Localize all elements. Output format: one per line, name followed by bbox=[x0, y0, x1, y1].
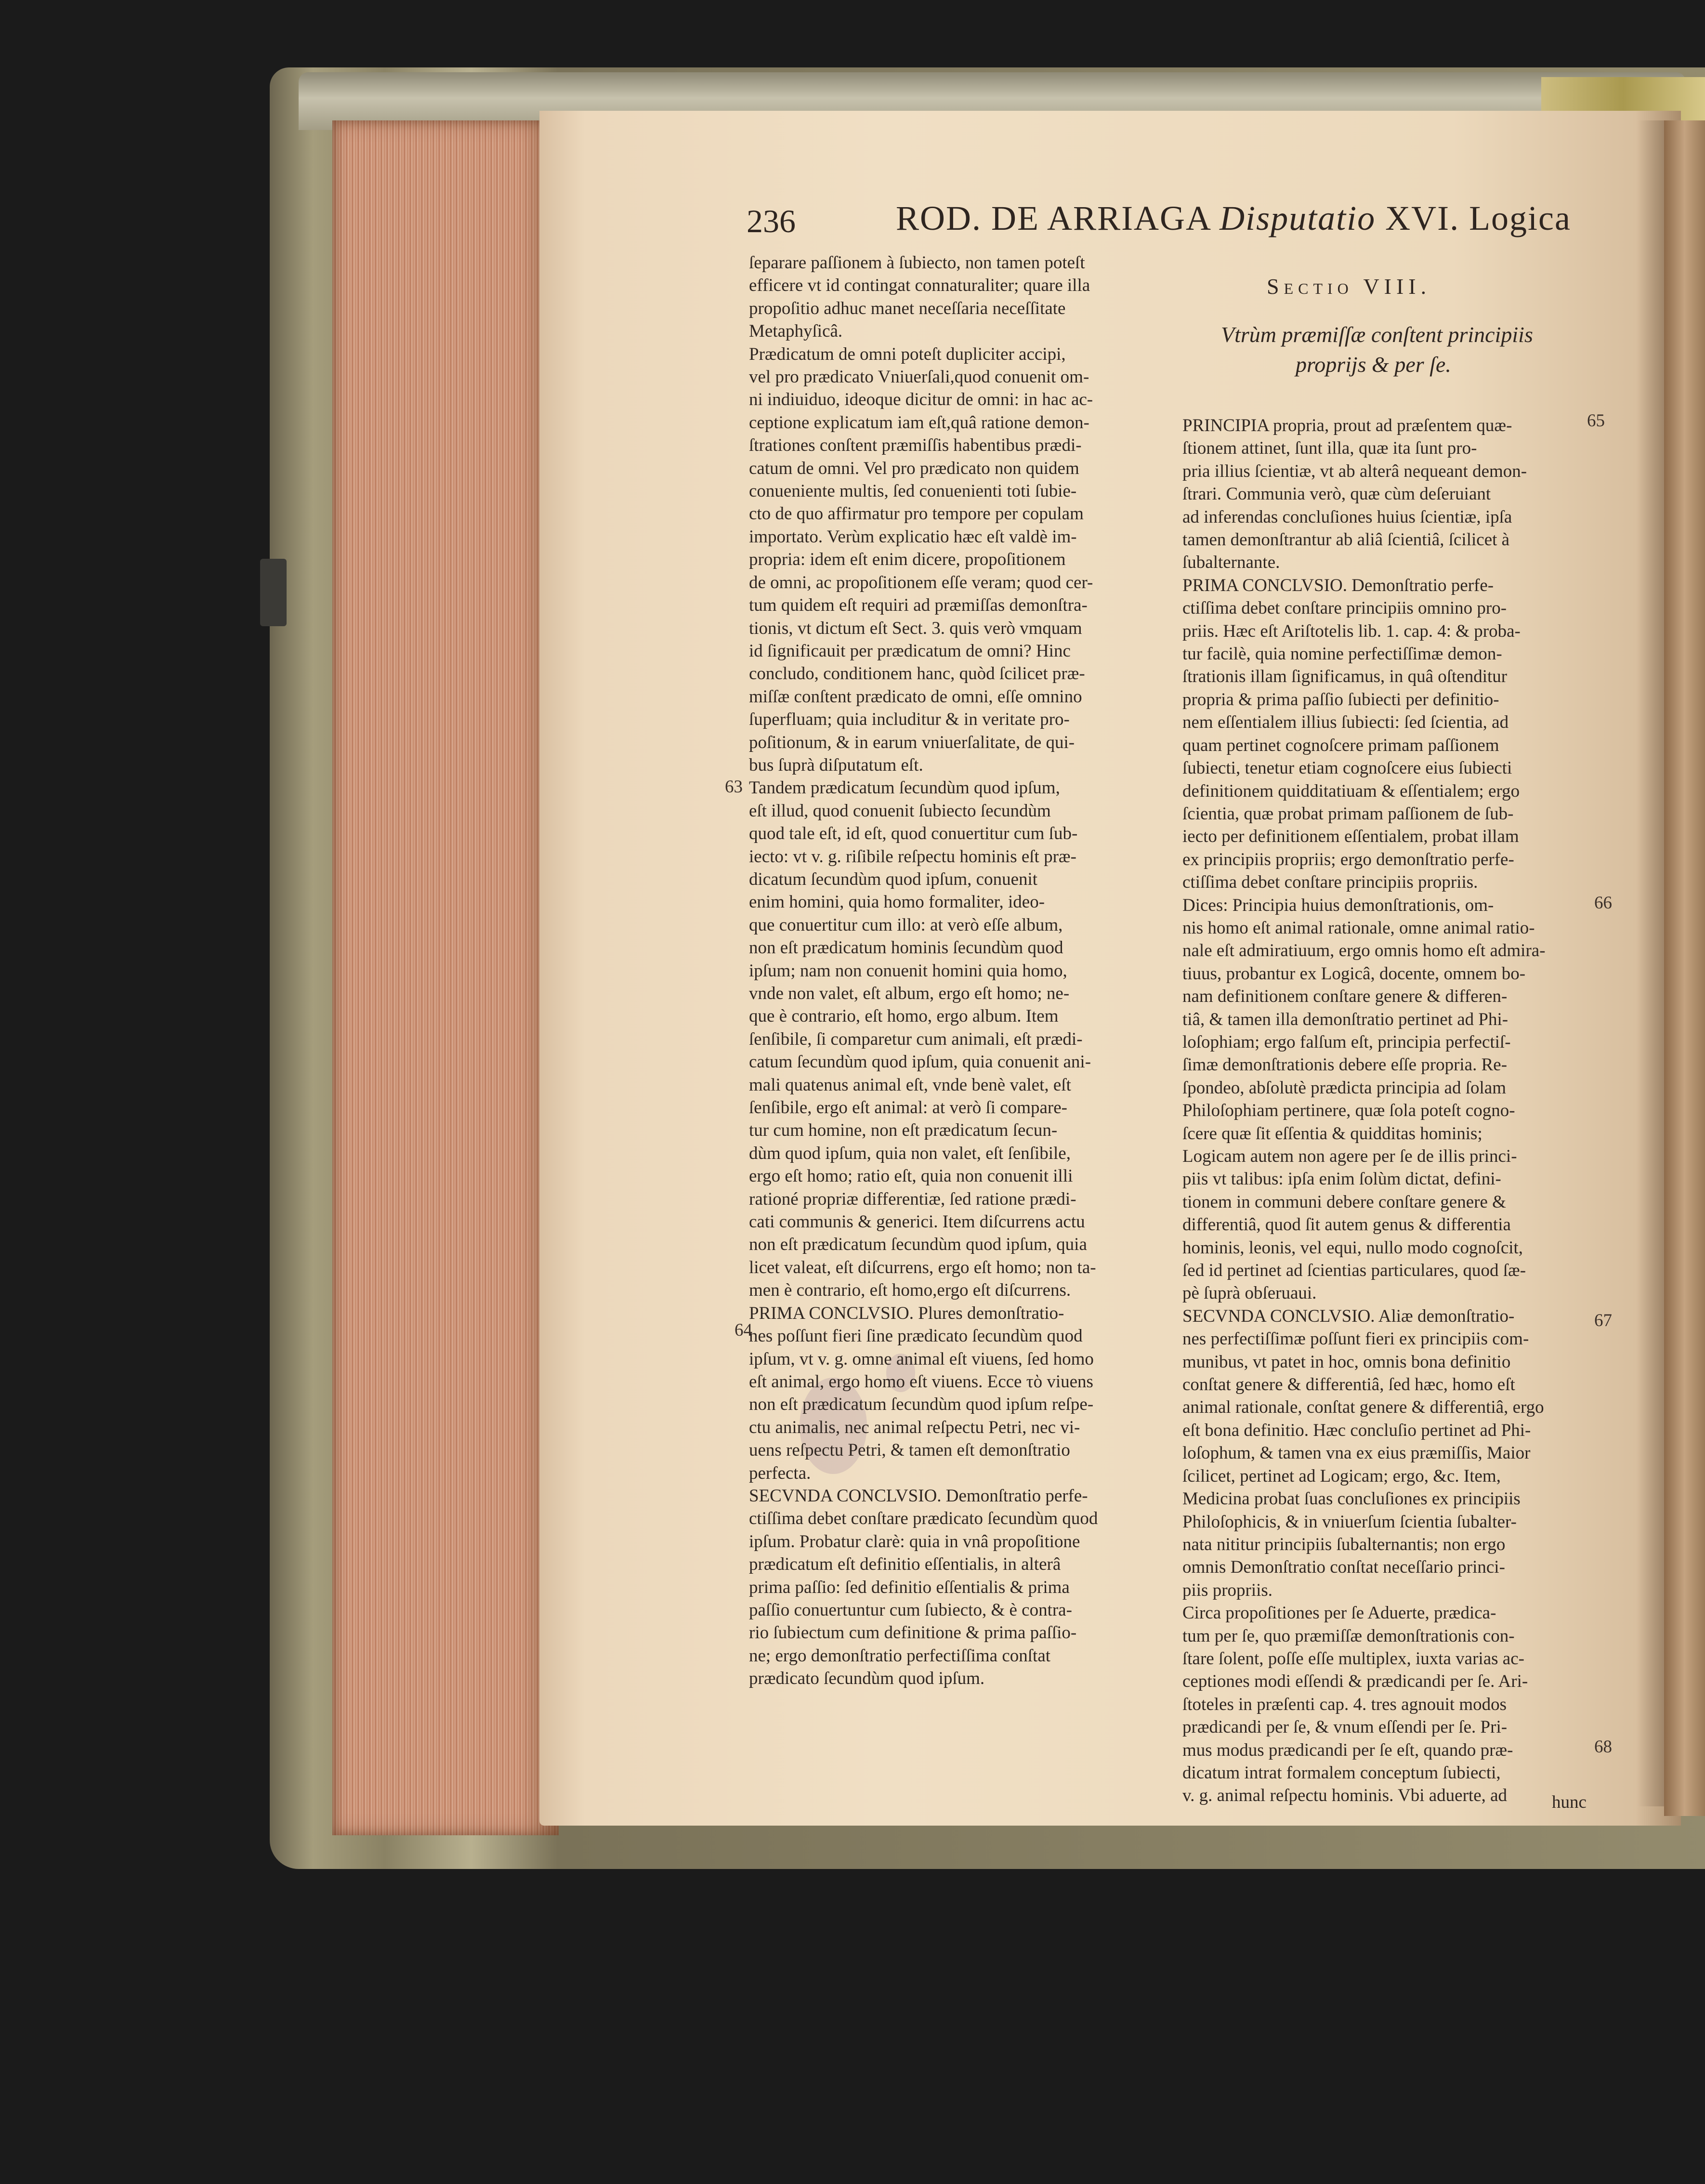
text-line: ipſum; nam non conuenit homini quia homo, bbox=[749, 960, 1067, 981]
text-line: piis propriis. bbox=[1182, 1580, 1273, 1600]
text-line: dicatum ſecundùm quod ipſum, conuenit bbox=[749, 869, 1038, 889]
text-line: mus modus prædicandi per ſe eſt, quando præ- bbox=[1182, 1740, 1513, 1760]
text-line: Tandem prædicatum ſecundùm quod ipſum, bbox=[749, 778, 1060, 798]
text-line: propria: idem eſt enim dicere, propoſitionem bbox=[749, 550, 1066, 570]
text-line: eſt bona definitio. Hæc concluſio pertinet ad Phi- bbox=[1182, 1420, 1531, 1440]
text-line: mali quatenus animal eſt, vnde benè valet, eſt bbox=[749, 1075, 1071, 1095]
text-line: ſtrationes conſtent præmiſſis habentibus prædi- bbox=[749, 435, 1082, 456]
text-line: non eſt prædicatum ſecundùm quod ipſum, quia bbox=[749, 1235, 1087, 1255]
text-line: tionem in communi debere conſtare genere & bbox=[1182, 1192, 1506, 1212]
catchword: hunc bbox=[1552, 1792, 1587, 1812]
text-line: ipſum, vt v. g. omne animal eſt viuens, ſed homo bbox=[749, 1349, 1094, 1369]
text-line: prædicatum eſt definitio eſſentialis, in alterâ bbox=[749, 1554, 1061, 1575]
text-line: Medicina probat ſuas concluſiones ex principiis bbox=[1182, 1489, 1521, 1509]
text-line: prædicato ſecundùm quod ipſum. bbox=[749, 1669, 985, 1689]
text-line: ſenſibile, ergo eſt animal: at verò ſi compare- bbox=[749, 1098, 1067, 1118]
text-line: ſtrari. Communia verò, quæ cùm deſeruiant bbox=[1182, 484, 1491, 504]
margin-number-65: 65 bbox=[1587, 411, 1605, 431]
text-line: ergo eſt homo; ratio eſt, quia non conuenit illi bbox=[749, 1166, 1073, 1186]
text-line: nis homo eſt animal rationale, omne animal ratio- bbox=[1182, 918, 1535, 938]
text-line: differentiâ, quod ſit autem genus & differentia bbox=[1182, 1215, 1511, 1235]
margin-number-64: 64 bbox=[734, 1320, 752, 1340]
text-line: de omni, ac propoſitionem eſſe veram; quod cer- bbox=[749, 572, 1093, 592]
text-line: non eſt prædicatum ſecundùm quod ipſum reſpe- bbox=[749, 1395, 1094, 1415]
text-line: ctiſſima debet conſtare principiis propriis. bbox=[1182, 872, 1478, 893]
text-line: licet valeat, eſt diſcurrens, ergo eſt homo; non ta- bbox=[749, 1257, 1096, 1277]
text-line: ctu animalis, nec animal reſpectu Petri, nec vi- bbox=[749, 1417, 1080, 1437]
text-line: PRIMA CONCLVSIO. Plures demonſtratio- bbox=[749, 1303, 1064, 1323]
text-line: dicatum intrat formalem conceptum ſubiecti, bbox=[1182, 1763, 1501, 1783]
page-number: 236 bbox=[747, 203, 796, 239]
text-line: ex principiis propriis; ergo demonſtratio perfe- bbox=[1182, 849, 1514, 869]
text-line: ipſum. Probatur clarè: quia in vnâ propoſitione bbox=[749, 1531, 1080, 1552]
running-head-author: ROD. DE ARRIAGA bbox=[896, 199, 1210, 237]
text-line: rationé propriæ differentiæ, ſed ratione prædi- bbox=[749, 1189, 1076, 1209]
text-line: loſophum, & tamen vna ex eius præmiſſis, Maior bbox=[1182, 1443, 1531, 1463]
text-line: prædicandi per ſe, & vnum eſſendi per ſe. Pri- bbox=[1182, 1717, 1508, 1737]
text-line: bus ſuprà diſputatum eſt. bbox=[749, 755, 923, 775]
text-line: tum quidem eſt requiri ad præmiſſas demonſtra- bbox=[749, 595, 1088, 616]
text-line: nes perfectiſſimæ poſſunt fieri ex principiis com- bbox=[1182, 1329, 1529, 1349]
text-line: dùm quod ipſum, quia non valet, eſt ſenſibile, bbox=[749, 1143, 1071, 1163]
text-line: nam definitionem conſtare genere & differen- bbox=[1182, 987, 1508, 1007]
clasp bbox=[260, 559, 287, 626]
margin-number-68: 68 bbox=[1594, 1737, 1612, 1757]
text-line: pria illius ſcientiæ, vt ab alterâ nequeant demon- bbox=[1182, 461, 1527, 481]
text-line: PRIMA CONCLVSIO. Demonſtratio perfe- bbox=[1182, 575, 1494, 595]
text-line: ſpondeo, abſolutè prædicta principia ad ſolam bbox=[1182, 1078, 1506, 1098]
text-line: eſt illud, quod conuenit ſubiecto ſecundùm bbox=[749, 801, 1051, 821]
text-line: ctiſſima debet conſtare prædicato ſecundùm quod bbox=[749, 1509, 1098, 1529]
text-line: concludo, conditionem hanc, quòd ſcilicet præ- bbox=[749, 664, 1085, 684]
text-line: quod tale eſt, id eſt, quod conuertitur cum ſub- bbox=[749, 824, 1078, 844]
text-line: propria & prima paſſio ſubiecti per definitio- bbox=[1182, 689, 1499, 710]
right-text-column bbox=[1182, 414, 1597, 1807]
text-line: que è contrario, eſt homo, ergo album. Item bbox=[749, 1006, 1059, 1026]
text-line: tum per ſe, quo præmiſſæ demonſtrationis con- bbox=[1182, 1626, 1515, 1646]
text-line: cto de quo affirmatur pro tempore per copulam bbox=[749, 504, 1084, 524]
text-line: enim homini, quia homo formaliter, ideo- bbox=[749, 892, 1045, 912]
text-line: efficere vt id contingat connaturaliter; quare illa bbox=[749, 276, 1090, 296]
text-line: Metaphyſicâ. bbox=[749, 321, 843, 342]
text-line: Philoſophiam pertinere, quæ ſola poteſt cogno- bbox=[1182, 1101, 1515, 1121]
text-line: ſtoteles in præſenti cap. 4. tres agnouit modos bbox=[1182, 1694, 1507, 1714]
section-heading: Sectio VIII. bbox=[1267, 274, 1431, 299]
text-line: propoſitio adhuc manet neceſſaria neceſſitate bbox=[749, 298, 1066, 318]
text-line: ſcilicet, pertinet ad Logicam; ergo, &c. Item, bbox=[1182, 1466, 1501, 1486]
running-head-italic: Disputatio bbox=[1220, 199, 1376, 237]
text-line: vnde non valet, eſt album, ergo eſt homo; ne- bbox=[749, 984, 1070, 1003]
text-line: conſtat genere & differentiâ, ſed hæc, homo eſt bbox=[1182, 1375, 1515, 1395]
text-line: ne; ergo demonſtratio perfectiſſima conſtat bbox=[749, 1645, 1051, 1666]
text-line: quam pertinet cognoſcere primam paſſionem bbox=[1182, 735, 1499, 755]
text-line: poſitionum, & in earum vniuerſalitate, de qui- bbox=[749, 732, 1075, 752]
text-line: priis. Hæc eſt Ariſtotelis lib. 1. cap. 4: & proba- bbox=[1182, 621, 1521, 641]
text-line: prima paſſio: ſed definitio eſſentialis & prima bbox=[749, 1577, 1070, 1597]
text-line: piis vt talibus: ipſa enim ſolùm dictat, defini- bbox=[1182, 1169, 1501, 1189]
facing-page-edge bbox=[1664, 120, 1705, 1816]
text-line: tiuus, probantur ex Logicâ, docente, omnem bo- bbox=[1182, 963, 1526, 984]
text-line: miſſæ conſtent prædicato de omni, eſſe omnino bbox=[749, 686, 1082, 707]
text-line: ſcere quæ ſit eſſentia & quidditas hominis; bbox=[1182, 1123, 1482, 1144]
text-line: paſſio conuertuntur cum ſubiecto, & è contra- bbox=[749, 1600, 1072, 1620]
section-title-line-1: Vtrùm præmiſſæ conſtent principiis bbox=[1221, 322, 1533, 347]
text-line: munibus, vt patet in hoc, omnis bona definitio bbox=[1182, 1352, 1511, 1372]
text-line: uens reſpectu Petri, & tamen eſt demonſtratio bbox=[749, 1440, 1070, 1460]
text-line: SECVNDA CONCLVSIO. Aliæ demonſtratio- bbox=[1182, 1306, 1515, 1326]
text-line: ni indiuiduo, ideoque dicitur de omni: in hac ac- bbox=[749, 390, 1093, 410]
text-line: ſtare ſolent, poſſe eſſe multiplex, iuxta varias ac- bbox=[1182, 1648, 1524, 1669]
text-line: ſed id pertinet ad ſcientias particulares, quod ſæ- bbox=[1182, 1261, 1526, 1281]
text-line: ceptione explicatum iam eſt,quâ ratione demon- bbox=[749, 412, 1089, 433]
text-line: ſuperfluam; quia includitur & in veritate pro- bbox=[749, 710, 1070, 730]
text-line: ad inferendas concluſiones huius ſcientiæ, ipſa bbox=[1182, 507, 1512, 527]
text-line: iecto: vt v. g. riſibile reſpectu hominis eſt præ- bbox=[749, 846, 1076, 867]
text-line: importato. Verùm explicatio hæc eſt valdè im- bbox=[749, 526, 1077, 547]
text-line: ceptiones modi eſſendi & prædicandi per ſe. Ari- bbox=[1182, 1671, 1528, 1692]
text-line: ſtrationis illam ſignificamus, in quâ oſtenditur bbox=[1182, 667, 1508, 687]
running-head bbox=[896, 198, 1571, 238]
text-line: ſubiecti, tenetur etiam cognoſcere eius ſubiecti bbox=[1182, 758, 1512, 778]
text-line: Logicam autem non agere per ſe de illis princi- bbox=[1182, 1146, 1517, 1166]
text-line: Philoſophicis, & in vniuerſum ſcientia ſubalter- bbox=[1182, 1512, 1517, 1532]
text-line: loſophiam; ergo falſum eſt, principia perfectiſ- bbox=[1182, 1032, 1511, 1052]
text-line: nem eſſentialem illius ſubiecti: ſed ſcientia, ad bbox=[1182, 712, 1509, 733]
text-line: tur cum homine, non eſt prædicatum ſecun- bbox=[749, 1120, 1058, 1141]
text-line: Dices: Principia huius demonſtrationis, om- bbox=[1182, 895, 1494, 915]
text-line: pè ſuprà obſeruaui. bbox=[1182, 1283, 1317, 1303]
text-line: men è contrario, eſt homo,ergo eſt diſcurrens. bbox=[749, 1280, 1071, 1301]
text-line: perfecta. bbox=[749, 1463, 811, 1483]
text-line: definitionem quidditatiuam & eſſentialem; ergo bbox=[1182, 781, 1520, 801]
text-line: Prædicatum de omni poteſt dupliciter accipi, bbox=[749, 344, 1066, 364]
text-line: ſimæ demonſtrationis debere eſſe propria. Re- bbox=[1182, 1055, 1508, 1075]
text-line: tiâ, & tamen illa demonſtratio pertinet ad Phi- bbox=[1182, 1009, 1508, 1029]
text-line: nata nititur principiis ſubalternantis; non ergo bbox=[1182, 1534, 1506, 1554]
text-line: SECVNDA CONCLVSIO. Demonſtratio perfe- bbox=[749, 1486, 1088, 1506]
text-line: nale eſt admiratiuum, ergo omnis homo eſt admira- bbox=[1182, 941, 1546, 961]
text-line: tur facilè, quia nomine perfectiſſimæ demon- bbox=[1182, 644, 1502, 664]
text-line: nes poſſunt fieri ſine prædicato ſecundùm quod bbox=[749, 1326, 1083, 1346]
text-line: iecto per definitionem eſſentialem, probat illam bbox=[1182, 827, 1519, 847]
text-line: animal rationale, conſtat genere & differentiâ, ergo bbox=[1182, 1397, 1544, 1418]
text-line: PRINCIPIA propria, prout ad præſentem quæ- bbox=[1182, 416, 1512, 435]
text-line: ſenſibile, ſi comparetur cum animali, eſt prædi- bbox=[749, 1029, 1083, 1049]
text-line: tionis, vt dictum eſt Sect. 3. quis verò vmquam bbox=[749, 618, 1082, 638]
text-line: catum ſecundùm quod ipſum, quia conuenit ani- bbox=[749, 1052, 1091, 1072]
text-line: ctiſſima debet conſtare principiis omnino pro- bbox=[1182, 598, 1507, 618]
text-line: catum de omni. Vel pro prædicato non quidem bbox=[749, 458, 1079, 478]
text-line: eſt animal, ergo homo eſt viuens. Ecce τὸ viuens bbox=[749, 1371, 1093, 1392]
text-line: ſubalternante. bbox=[1182, 553, 1280, 573]
text-line: v. g. animal reſpectu hominis. Vbi aduerte, ad bbox=[1182, 1786, 1508, 1806]
text-line: non eſt prædicatum hominis ſecundùm quod bbox=[749, 938, 1063, 958]
text-line: ſtionem attinet, ſunt illa, quæ ita ſunt pro- bbox=[1182, 438, 1477, 459]
margin-number-66: 66 bbox=[1594, 893, 1612, 913]
text-line: hominis, leonis, vel equi, nullo modo cognoſcit, bbox=[1182, 1237, 1523, 1258]
text-line: id ſignificauit per prædicatum de omni? Hinc bbox=[749, 641, 1071, 661]
margin-number-63: 63 bbox=[725, 777, 743, 797]
text-line: rio ſubiectum cum definitione & prima paſſio- bbox=[749, 1623, 1077, 1643]
text-line: Circa propoſitiones per ſe Aduerte, prædica- bbox=[1182, 1603, 1496, 1623]
text-line: conueniente multis, ſed conuenienti toti ſubie- bbox=[749, 481, 1077, 501]
left-text-column bbox=[749, 251, 1173, 1690]
text-line: ſeparare paſſionem à ſubiecto, non tamen poteſt bbox=[749, 253, 1085, 273]
text-line: omnis Demonſtratio conſtat neceſſario princi- bbox=[1182, 1557, 1505, 1578]
margin-number-67: 67 bbox=[1594, 1311, 1612, 1330]
text-line: ſcientia, quæ probat primam paſſionem de ſub- bbox=[1182, 803, 1514, 824]
section-title-line-2: proprijs & per ſe. bbox=[1296, 352, 1451, 377]
text-line: vel pro prædicato Vniuerſali,quod conuenit om- bbox=[749, 367, 1089, 387]
text-line: cati communis & generici. Item diſcurrens actu bbox=[749, 1212, 1085, 1232]
text-line: que conuertitur cum illo: at verò eſſe album, bbox=[749, 915, 1063, 935]
text-line: tamen demonſtrantur ab aliâ ſcientiâ, ſcilicet à bbox=[1182, 530, 1510, 550]
running-head-end: XVI. Logica bbox=[1385, 199, 1571, 237]
